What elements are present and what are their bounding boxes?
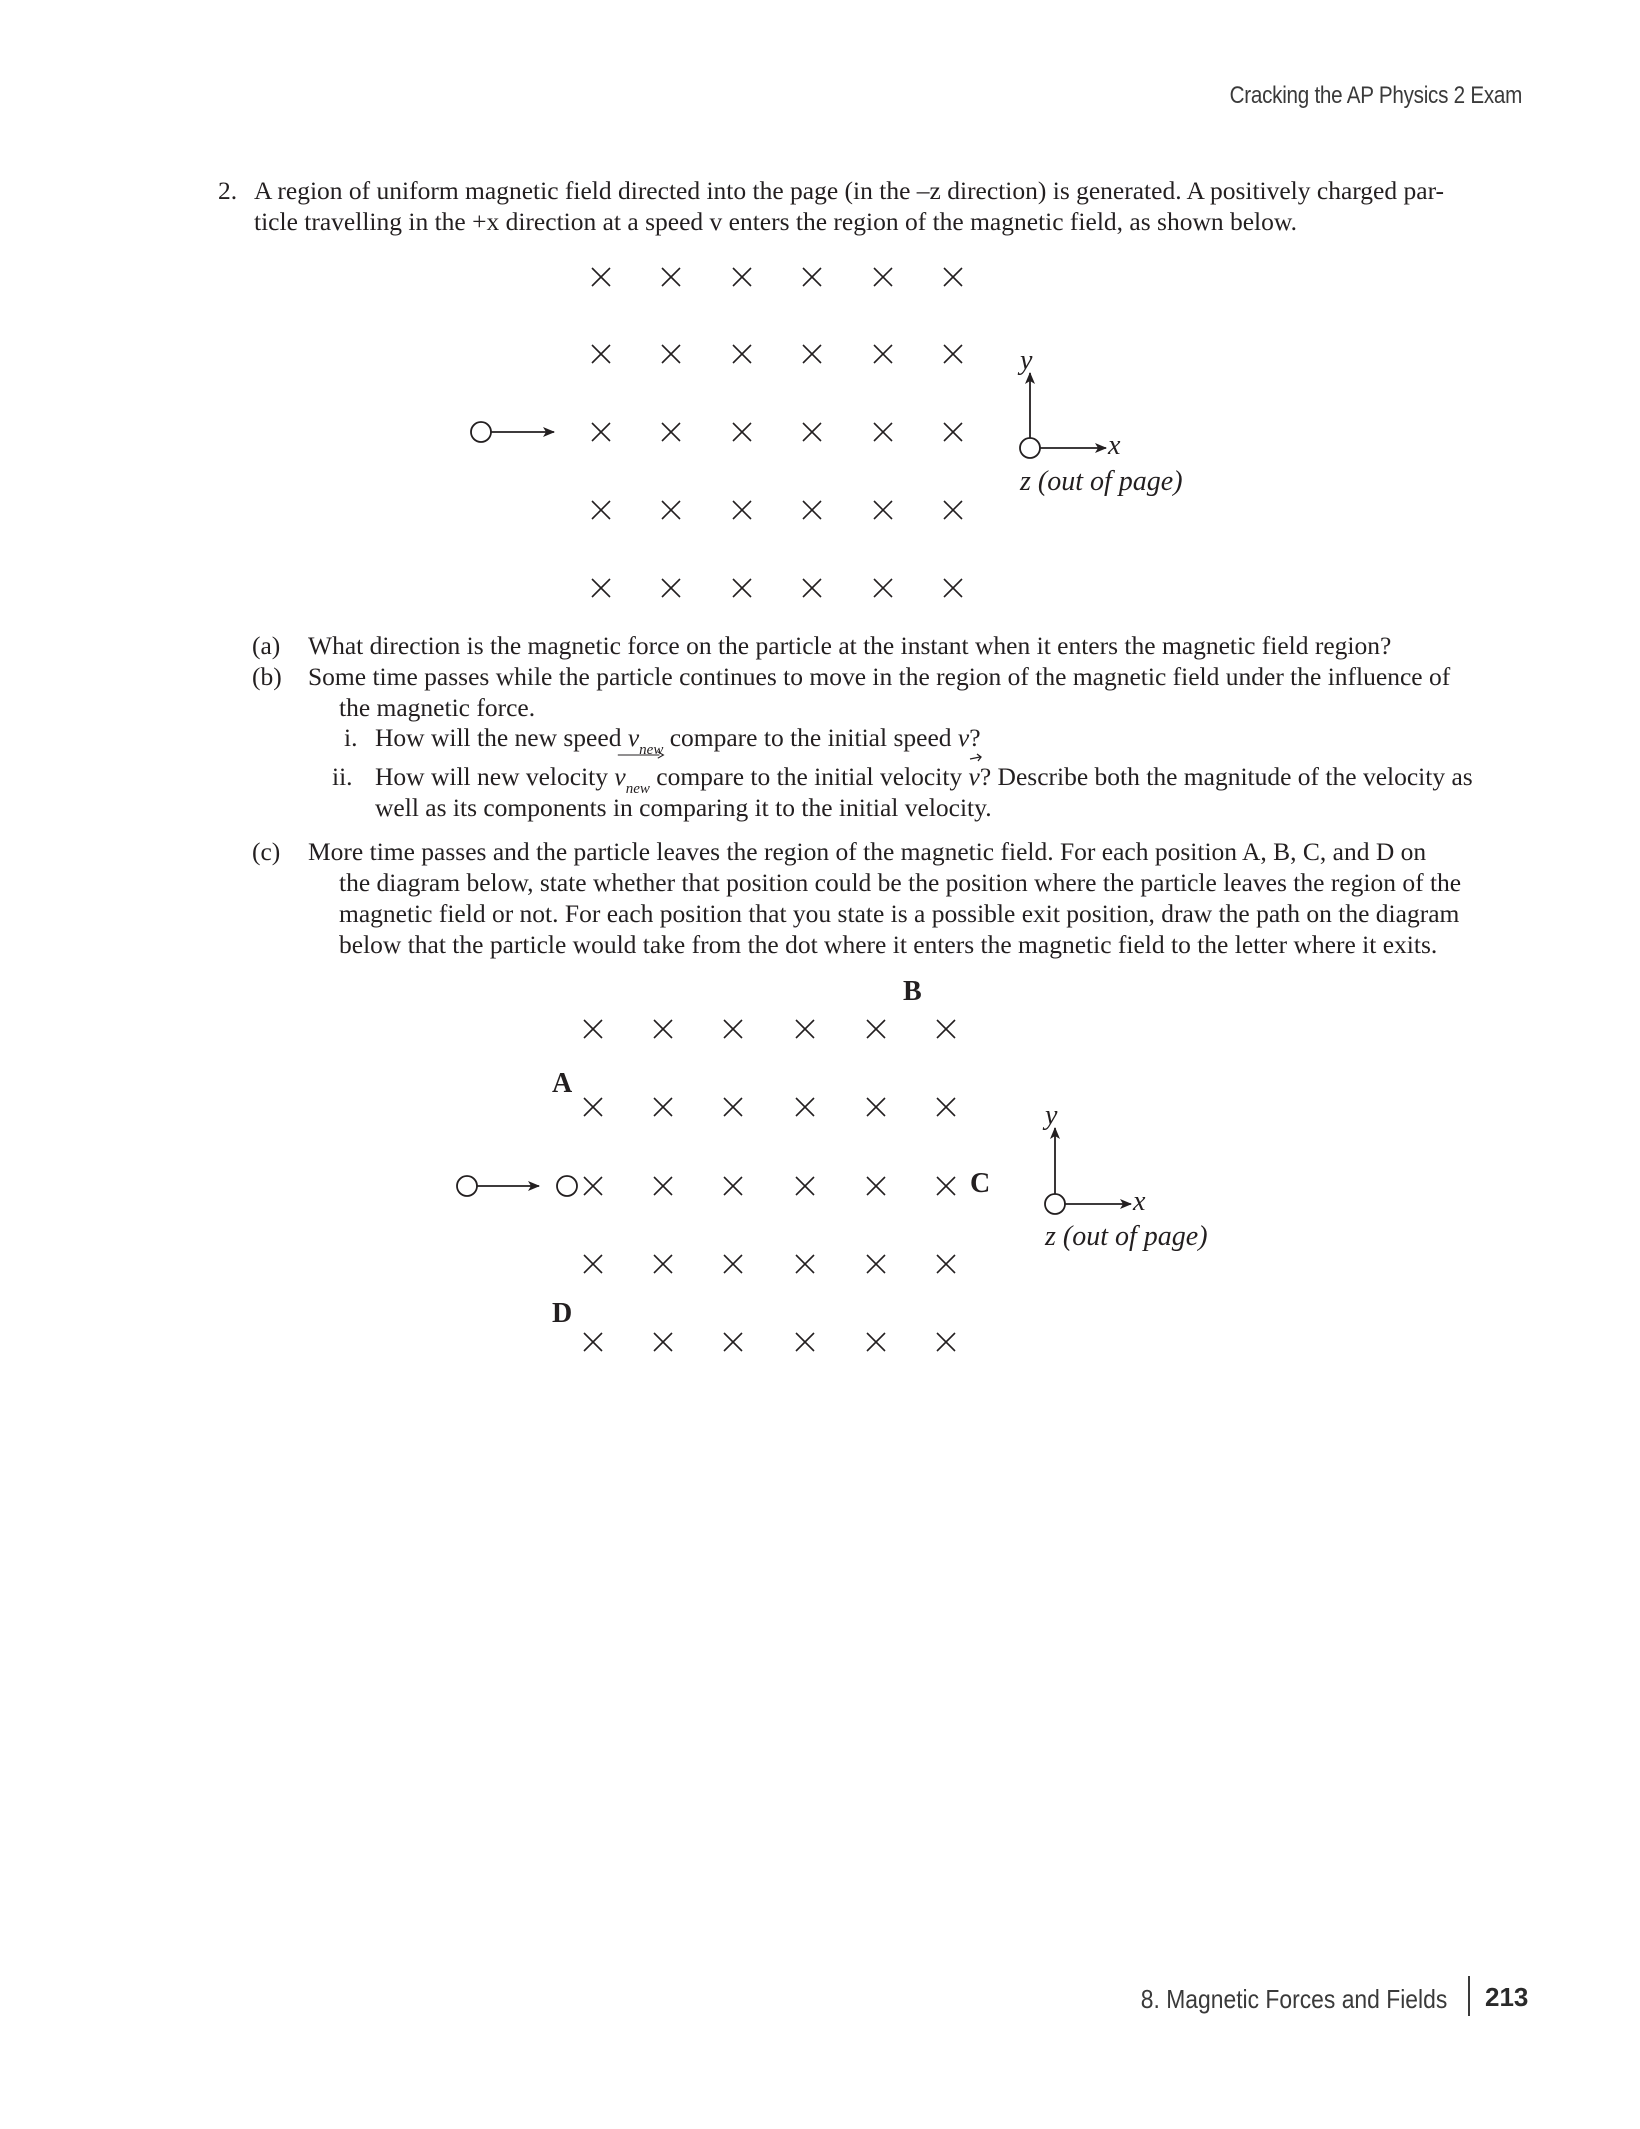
axis-label-z-1: z (out of page) bbox=[1020, 466, 1183, 497]
coordinate-axes-2 bbox=[1045, 1128, 1131, 1214]
part-c-line2: the diagram below, state whether that position could be the position where the particle leaves the region of the bbox=[339, 868, 1462, 897]
part-c-line4: below that the particle would take from the dot where it enters the magnetic field to the letter where it exits. bbox=[339, 930, 1438, 959]
part-b-text-line1: Some time passes while the particle continues to move in the region of the magnetic field under the influence of bbox=[308, 662, 1451, 691]
part-b-i-label: i. bbox=[344, 723, 358, 752]
entry-dot bbox=[557, 1176, 577, 1196]
part-a-label: (a) bbox=[252, 631, 281, 660]
part-b-ii-text-line2: well as its components in comparing it to the initial velocity. bbox=[375, 793, 992, 822]
part-a-text: What direction is the magnetic force on the particle at the instant when it enters the magnetic field region? bbox=[308, 631, 1392, 660]
footer-chapter-title: 8. Magnetic Forces and Fields bbox=[1140, 1984, 1447, 2014]
part-b-ii-text: How will new velocity $v_{new}$ compare to the initial velocity v? Describe both the magnitude of the velocity as bbox=[375, 761, 1473, 797]
part-c-line1: More time passes and the particle leaves the region of the magnetic field. For each position A, B, C, and D on bbox=[308, 837, 1427, 866]
part-b-ii-label: ii. bbox=[332, 762, 353, 791]
particle-with-velocity-arrow-1 bbox=[471, 422, 554, 442]
exit-label-a: A bbox=[552, 1068, 573, 1099]
running-header: Cracking the AP Physics 2 Exam bbox=[1229, 82, 1522, 109]
part-c-label: (c) bbox=[252, 837, 281, 866]
axis-label-z-2: z (out of page) bbox=[1045, 1221, 1208, 1252]
question-stem-line1: A region of uniform magnetic field directed into the page (in the –z direction) is generated. A positively charged par- bbox=[254, 176, 1445, 205]
magnetic-field-grid-1 bbox=[592, 268, 962, 597]
axis-label-x-1: x bbox=[1108, 430, 1121, 461]
axis-label-y-2: y bbox=[1045, 1100, 1058, 1131]
page-number: 213 bbox=[1485, 1982, 1529, 2012]
part-b-text-line2: the magnetic force. bbox=[339, 693, 536, 722]
axis-label-x-2: x bbox=[1133, 1186, 1146, 1217]
coordinate-axes-1 bbox=[1020, 373, 1106, 458]
part-b-label: (b) bbox=[252, 662, 282, 691]
part-b-i-text: How will the new speed $v_{new}$ compare to the initial speed v? bbox=[375, 723, 981, 758]
part-c-line3: magnetic field or not. For each position that you state is a possible exit position, draw the path on the diagram bbox=[339, 899, 1460, 928]
exit-label-b: B bbox=[903, 976, 922, 1007]
question-number: 2. bbox=[218, 176, 238, 205]
particle-with-velocity-arrow-2 bbox=[457, 1176, 577, 1196]
exit-label-c: C bbox=[970, 1168, 991, 1199]
question-stem-line2: ticle travelling in the +x direction at a speed v enters the region of the magnetic field, as shown below. bbox=[254, 207, 1298, 236]
exit-label-d: D bbox=[552, 1298, 573, 1329]
footer-divider bbox=[1468, 1976, 1470, 2016]
axis-label-y-1: y bbox=[1020, 345, 1033, 376]
magnetic-field-grid-2 bbox=[584, 1020, 955, 1351]
